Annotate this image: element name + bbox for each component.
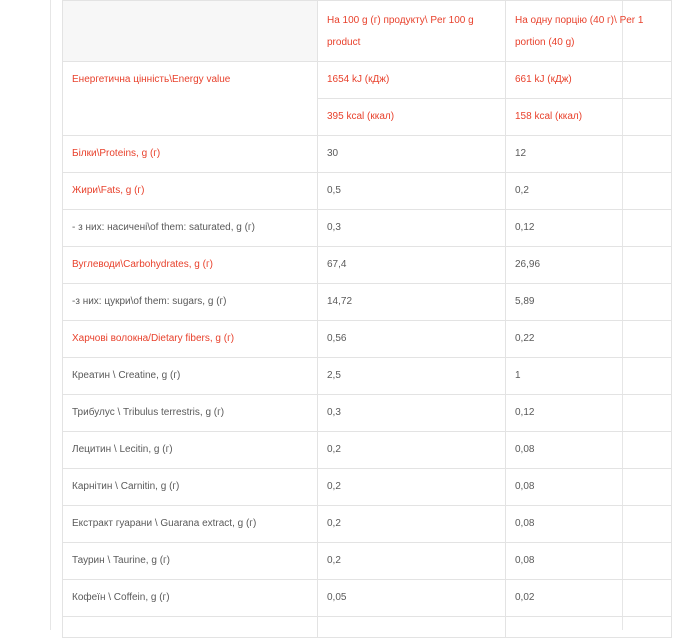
nutrient-per-100: 0,3 (318, 210, 506, 247)
table-row (63, 358, 672, 395)
table-row (63, 432, 672, 469)
nutrient-per-portion: 0,2 (506, 173, 672, 210)
energy-kj-per-100: 1654 kJ (кДж) (318, 62, 506, 99)
nutrient-label: Екстракт гуарани \ Guarana extract, g (г) (63, 506, 318, 543)
nutrient-per-portion: 12 (506, 136, 672, 173)
nutrient-per-portion: 0,08 (506, 432, 672, 469)
content-frame (50, 0, 644, 630)
nutrient-per-portion: 5,89 (506, 284, 672, 321)
nutrient-label: Карнітин \ Carnitin, g (г) (63, 469, 318, 506)
nutrient-label: - з них: насичені\of them: saturated, g (г) (63, 210, 318, 247)
table-header-row (63, 1, 672, 62)
nutrient-per-100: 0,2 (318, 543, 506, 580)
nutrient-label: Кофеїн \ Coffein, g (г) (63, 580, 318, 617)
nutrient-per-portion: 0,12 (506, 395, 672, 432)
nutrient-per-portion: 0,08 (506, 543, 672, 580)
table-row (63, 247, 672, 284)
table-row (63, 173, 672, 210)
energy-kj-row (63, 62, 672, 99)
nutrient-label: Трибулус \ Tribulus terrestris, g (г) (63, 395, 318, 432)
nutrient-label: -з них: цукри\of them: sugars, g (г) (63, 284, 318, 321)
table-row (63, 506, 672, 543)
header-empty-cell (63, 1, 318, 62)
energy-kcal-per-portion: 158 kcal (ккал) (506, 99, 672, 136)
nutrient-per-100: 0,05 (318, 580, 506, 617)
table-row (63, 284, 672, 321)
nutrient-per-portion: 0,08 (506, 506, 672, 543)
nutrient-per-portion: 1 (506, 358, 672, 395)
table-row (63, 543, 672, 580)
table-row-partial (63, 617, 672, 638)
nutrient-per-100: 0,3 (318, 395, 506, 432)
nutrient-per-portion: 26,96 (506, 247, 672, 284)
nutrient-per-100: 0,5 (318, 173, 506, 210)
energy-kj-per-portion: 661 kJ (кДж) (506, 62, 672, 99)
nutrient-label: Таурин \ Taurine, g (г) (63, 543, 318, 580)
nutrient-label: Білки\Proteins, g (г) (63, 136, 318, 173)
nutrient-label: Креатин \ Creatine, g (г) (63, 358, 318, 395)
empty-cell (63, 617, 318, 638)
nutrient-per-100: 2,5 (318, 358, 506, 395)
nutrient-per-portion: 0,22 (506, 321, 672, 358)
nutrient-per-100: 14,72 (318, 284, 506, 321)
nutrient-per-100: 0,2 (318, 506, 506, 543)
nutrient-per-100: 67,4 (318, 247, 506, 284)
table-row (63, 136, 672, 173)
nutrient-per-100: 0,2 (318, 432, 506, 469)
nutrition-table (62, 0, 672, 638)
nutrient-label: Вуглеводи\Carbohydrates, g (г) (63, 247, 318, 284)
nutrient-per-portion: 0,12 (506, 210, 672, 247)
nutrient-label: Жири\Fats, g (г) (63, 173, 318, 210)
header-per-portion: На одну порцію (40 г)\ Per 1 portion (40 g) (506, 1, 672, 62)
table-row (63, 321, 672, 358)
nutrient-per-portion: 0,02 (506, 580, 672, 617)
nutrient-label: Лецитин \ Lecitin, g (г) (63, 432, 318, 469)
table-row (63, 395, 672, 432)
empty-cell (318, 617, 506, 638)
energy-kcal-per-100: 395 kcal (ккал) (318, 99, 506, 136)
table-row (63, 469, 672, 506)
table-row (63, 580, 672, 617)
empty-cell (506, 617, 672, 638)
nutrient-per-100: 0,2 (318, 469, 506, 506)
header-per-100: На 100 g (г) продукту\ Per 100 g product (318, 1, 506, 62)
nutrient-label: Харчові волокна/Dietary fibers, g (г) (63, 321, 318, 358)
nutrient-per-100: 0,56 (318, 321, 506, 358)
energy-label: Енергетична цінність\Energy value (63, 62, 318, 136)
table-row (63, 210, 672, 247)
nutrient-per-100: 30 (318, 136, 506, 173)
nutrient-per-portion: 0,08 (506, 469, 672, 506)
